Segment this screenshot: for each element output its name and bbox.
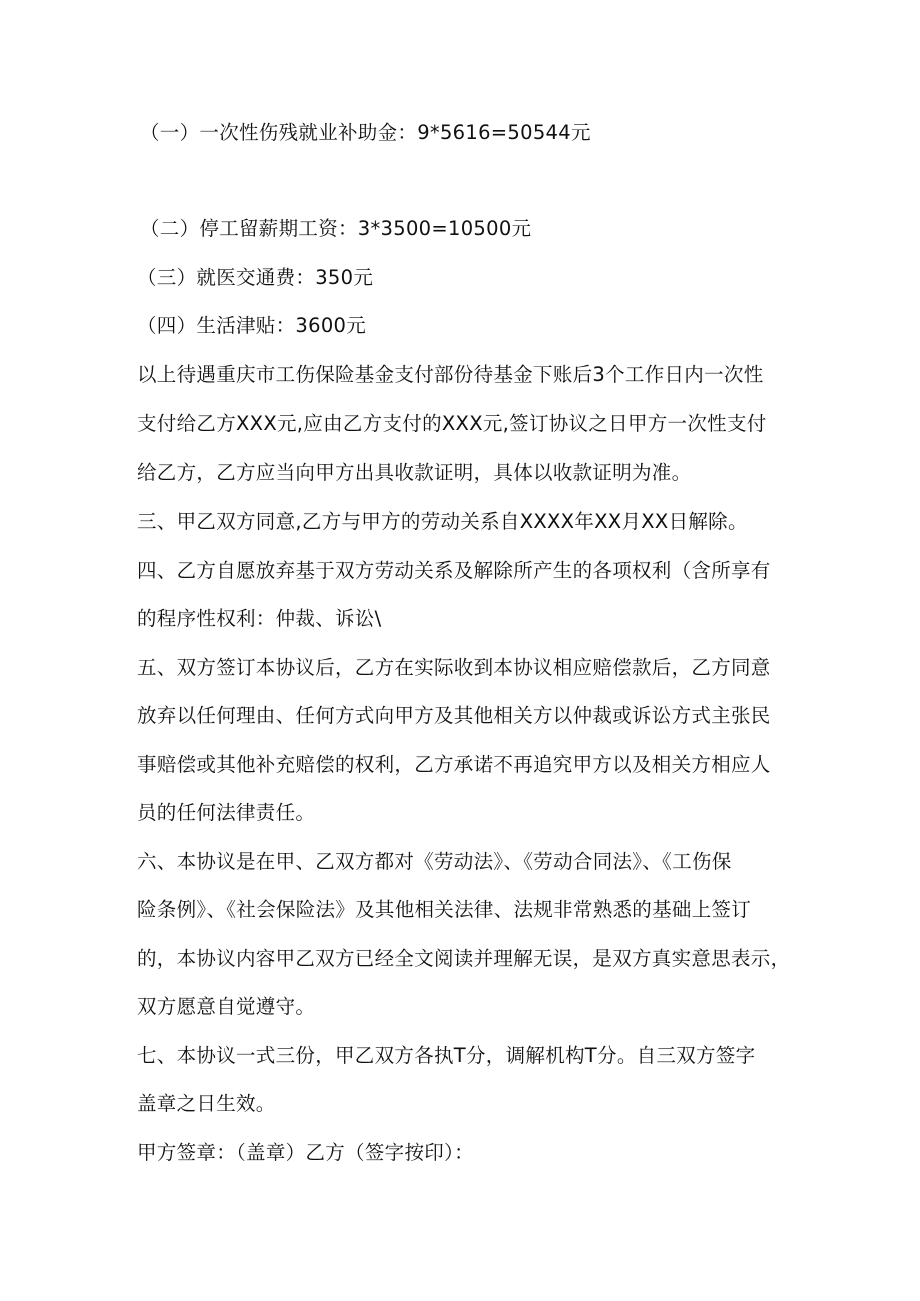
clause-4-line-1: 四、乙方自愿放弃基于双方劳动关系及解除所产生的各项权利（含所享有 xyxy=(137,559,771,582)
clause-4-line-2: 的程序性权利：仲裁、诉讼\ xyxy=(137,607,382,630)
clause-6-line-4: 双方愿意自觉遵守。 xyxy=(137,995,316,1018)
clause-5-line-4: 员的任何法律责任。 xyxy=(137,801,316,824)
compensation-item-2: （二）停工留薪期工资：3*3500=10500元 xyxy=(140,217,532,240)
compensation-item-3: （三）就医交通费：350元 xyxy=(137,266,374,289)
clause-7-line-1: 七、本协议一式三份，甲乙双方各执T分，调解机构T分。自三双方签字 xyxy=(137,1044,756,1067)
compensation-item-1: （一）一次性伤残就业补助金：9*5616=50544元 xyxy=(140,121,591,144)
signature-line: 甲方签章：（盖章）乙方（签字按印）： xyxy=(137,1141,474,1164)
clause-7-line-2: 盖章之日生效。 xyxy=(137,1092,276,1115)
payment-paragraph-line-2: 支付给乙方XXX元,应由乙方支付的XXX元,签订协议之日甲方一次性支付 xyxy=(137,412,767,435)
clause-3: 三、甲乙双方同意,乙方与甲方的劳动关系自XXXX年XX月XX日解除。 xyxy=(137,510,748,533)
clause-6-line-1: 六、本协议是在甲、乙双方都对《劳动法》、《劳动合同法》、《工伤保 xyxy=(137,850,732,873)
payment-paragraph-line-1: 以上待遇重庆市工伤保险基金支付部份待基金下账后3个工作日内一次性 xyxy=(137,363,764,386)
clause-6-line-3: 的，本协议内容甲乙双方已经全文阅读并理解无误，是双方真实意思表示， xyxy=(137,947,791,970)
compensation-item-4: （四）生活津贴：3600元 xyxy=(137,314,367,337)
payment-paragraph-line-3: 给乙方，乙方应当向甲方出具收款证明，具体以收款证明为准。 xyxy=(137,461,692,484)
clause-5-line-2: 放弃以任何理由、任何方式向甲方及其他相关方以仲裁或诉讼方式主张民 xyxy=(137,704,771,727)
clause-5-line-3: 事赔偿或其他补充赔偿的权利，乙方承诺不再追究甲方以及相关方相应人 xyxy=(137,753,771,776)
clause-5-line-1: 五、双方签订本协议后，乙方在实际收到本协议相应赔偿款后，乙方同意 xyxy=(137,656,771,679)
clause-6-line-2: 险条例》、《社会保险法》及其他相关法律、法规非常熟悉的基础上签订 xyxy=(137,898,752,921)
